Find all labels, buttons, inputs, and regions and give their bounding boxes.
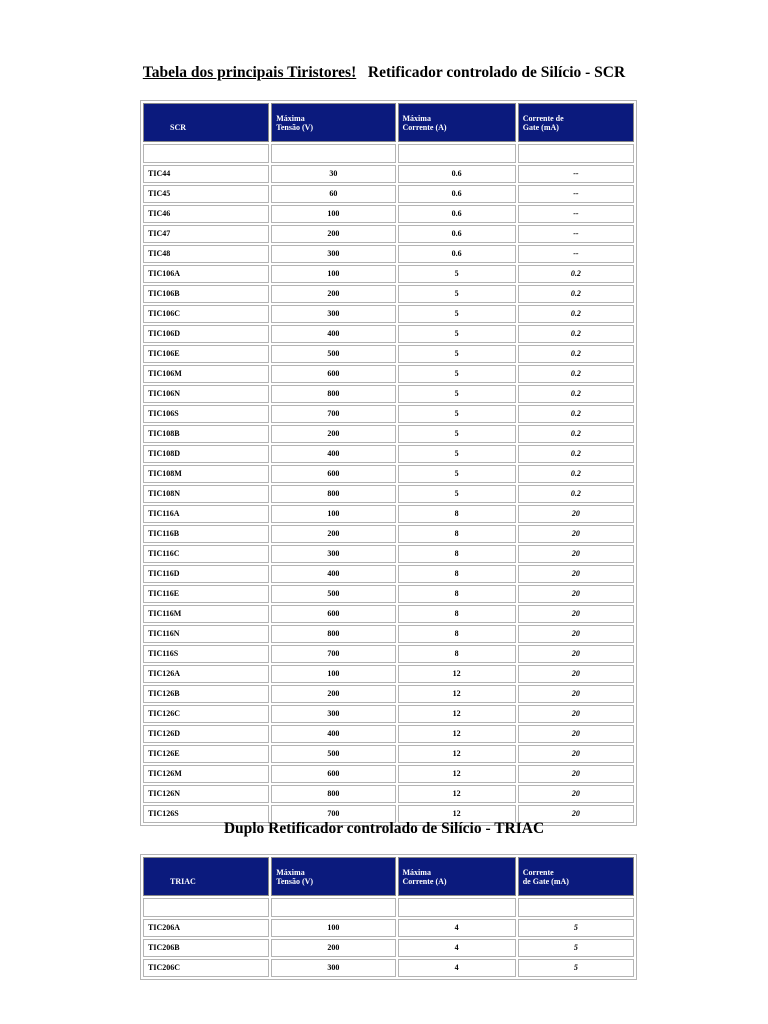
device-name-cell: TIC47 bbox=[143, 225, 269, 243]
max-current-cell: 4 bbox=[398, 939, 516, 957]
max-voltage-cell: 300 bbox=[271, 705, 395, 723]
max-current-cell: 5 bbox=[398, 385, 516, 403]
table-row bbox=[143, 645, 634, 663]
device-name-cell: TIC116B bbox=[143, 525, 269, 543]
page-subtitle: Retificador controlado de Silício - SCR bbox=[367, 64, 626, 81]
gate-current-cell: -- bbox=[518, 245, 634, 263]
table-row bbox=[143, 665, 634, 683]
table-row bbox=[143, 325, 634, 343]
gate-current-cell: 0.2 bbox=[518, 425, 634, 443]
max-current-cell: 4 bbox=[398, 959, 516, 977]
device-name-cell: TIC108D bbox=[143, 445, 269, 463]
gate-current-cell: 20 bbox=[518, 625, 634, 643]
gate-current-cell: 20 bbox=[518, 585, 634, 603]
blank-cell bbox=[271, 898, 395, 917]
max-voltage-cell: 500 bbox=[271, 585, 395, 603]
max-current-cell: 12 bbox=[398, 705, 516, 723]
device-name-cell: TIC108N bbox=[143, 485, 269, 503]
scr-header-voltage bbox=[271, 103, 395, 142]
max-voltage-cell: 200 bbox=[271, 225, 395, 243]
max-voltage-cell: 400 bbox=[271, 445, 395, 463]
gate-current-cell: 0.2 bbox=[518, 365, 634, 383]
max-voltage-cell: 700 bbox=[271, 405, 395, 423]
max-voltage-cell: 300 bbox=[271, 305, 395, 323]
max-voltage-cell: 600 bbox=[271, 365, 395, 383]
table-row bbox=[143, 365, 634, 383]
gate-current-cell: 0.2 bbox=[518, 485, 634, 503]
page-title-underlined: Tabela dos principais Tiristores! bbox=[142, 64, 357, 81]
table-row bbox=[143, 545, 634, 563]
max-voltage-cell: 100 bbox=[271, 205, 395, 223]
gate-current-cell: 0.2 bbox=[518, 405, 634, 423]
page-title bbox=[0, 64, 768, 82]
scr-header-current bbox=[398, 103, 516, 142]
max-current-cell: 5 bbox=[398, 405, 516, 423]
max-voltage-cell: 30 bbox=[271, 165, 395, 183]
table-row bbox=[143, 165, 634, 183]
gate-current-cell: 20 bbox=[518, 685, 634, 703]
max-voltage-cell: 200 bbox=[271, 285, 395, 303]
scr-header-text: SCR bbox=[170, 122, 187, 132]
table-row bbox=[143, 385, 634, 403]
device-name-cell: TIC106M bbox=[143, 365, 269, 383]
max-current-cell: 8 bbox=[398, 545, 516, 563]
table-row bbox=[143, 445, 634, 463]
table-row bbox=[143, 285, 634, 303]
device-name-cell: TIC116D bbox=[143, 565, 269, 583]
scr-header-text: Máxima bbox=[402, 113, 431, 123]
device-name-cell: TIC206A bbox=[143, 919, 269, 937]
triac-blank-row bbox=[143, 898, 634, 917]
gate-current-cell: 0.2 bbox=[518, 445, 634, 463]
gate-current-cell: -- bbox=[518, 205, 634, 223]
max-voltage-cell: 200 bbox=[271, 425, 395, 443]
max-voltage-cell: 800 bbox=[271, 625, 395, 643]
max-current-cell: 12 bbox=[398, 785, 516, 803]
max-current-cell: 5 bbox=[398, 365, 516, 383]
max-voltage-cell: 200 bbox=[271, 525, 395, 543]
max-voltage-cell: 100 bbox=[271, 665, 395, 683]
triac-header-text: Máxima bbox=[276, 867, 305, 877]
max-voltage-cell: 300 bbox=[271, 545, 395, 563]
blank-cell bbox=[143, 898, 269, 917]
table-row bbox=[143, 205, 634, 223]
device-name-cell: TIC45 bbox=[143, 185, 269, 203]
max-current-cell: 8 bbox=[398, 525, 516, 543]
gate-current-cell: 0.2 bbox=[518, 345, 634, 363]
blank-cell bbox=[518, 144, 634, 163]
gate-current-cell: 0.2 bbox=[518, 325, 634, 343]
device-name-cell: TIC126N bbox=[143, 785, 269, 803]
device-name-cell: TIC126C bbox=[143, 705, 269, 723]
scr-header-text: Tensão (V) bbox=[276, 122, 314, 132]
device-name-cell: TIC108M bbox=[143, 465, 269, 483]
max-voltage-cell: 200 bbox=[271, 939, 395, 957]
max-voltage-cell: 400 bbox=[271, 565, 395, 583]
triac-header-row bbox=[143, 857, 634, 896]
max-current-cell: 4 bbox=[398, 919, 516, 937]
table-row bbox=[143, 525, 634, 543]
gate-current-cell: 0.2 bbox=[518, 285, 634, 303]
gate-current-cell: 20 bbox=[518, 565, 634, 583]
gate-current-cell: 20 bbox=[518, 725, 634, 743]
device-name-cell: TIC116A bbox=[143, 505, 269, 523]
device-name-cell: TIC48 bbox=[143, 245, 269, 263]
max-voltage-cell: 400 bbox=[271, 725, 395, 743]
max-voltage-cell: 600 bbox=[271, 465, 395, 483]
table-row bbox=[143, 305, 634, 323]
device-name-cell: TIC106C bbox=[143, 305, 269, 323]
max-voltage-cell: 700 bbox=[271, 645, 395, 663]
max-current-cell: 0.6 bbox=[398, 245, 516, 263]
device-name-cell: TIC126D bbox=[143, 725, 269, 743]
max-current-cell: 5 bbox=[398, 305, 516, 323]
gate-current-cell: 0.2 bbox=[518, 305, 634, 323]
max-current-cell: 5 bbox=[398, 325, 516, 343]
triac-section-title: Duplo Retificador controlado de Silício - TRIAC bbox=[223, 820, 545, 837]
triac-table-body bbox=[143, 898, 634, 977]
max-current-cell: 8 bbox=[398, 565, 516, 583]
gate-current-cell: -- bbox=[518, 225, 634, 243]
table-row bbox=[143, 625, 634, 643]
device-name-cell: TIC106S bbox=[143, 405, 269, 423]
max-current-cell: 8 bbox=[398, 645, 516, 663]
max-current-cell: 5 bbox=[398, 285, 516, 303]
device-name-cell: TIC106A bbox=[143, 265, 269, 283]
gate-current-cell: 20 bbox=[518, 505, 634, 523]
device-name-cell: TIC126M bbox=[143, 765, 269, 783]
max-voltage-cell: 700 bbox=[271, 805, 395, 823]
triac-header-text: Corrente (A) bbox=[402, 876, 447, 886]
table-row bbox=[143, 765, 634, 783]
blank-cell bbox=[398, 898, 516, 917]
table-row bbox=[143, 185, 634, 203]
device-name-cell: TIC116M bbox=[143, 605, 269, 623]
scr-blank-row bbox=[143, 144, 634, 163]
gate-current-cell: 0.2 bbox=[518, 465, 634, 483]
table-row bbox=[143, 465, 634, 483]
gate-current-cell: 20 bbox=[518, 665, 634, 683]
device-name-cell: TIC116S bbox=[143, 645, 269, 663]
scr-header-gate bbox=[518, 103, 634, 142]
triac-header-text: Tensão (V) bbox=[276, 876, 314, 886]
gate-current-cell: -- bbox=[518, 185, 634, 203]
table-row bbox=[143, 745, 634, 763]
device-name-cell: TIC206B bbox=[143, 939, 269, 957]
gate-current-cell: 5 bbox=[518, 959, 634, 977]
gate-current-cell: 20 bbox=[518, 525, 634, 543]
triac-table bbox=[140, 854, 637, 980]
max-voltage-cell: 200 bbox=[271, 685, 395, 703]
gate-current-cell: 20 bbox=[518, 645, 634, 663]
scr-header-text: Corrente de bbox=[522, 113, 564, 123]
device-name-cell: TIC126E bbox=[143, 745, 269, 763]
max-current-cell: 12 bbox=[398, 685, 516, 703]
device-name-cell: TIC46 bbox=[143, 205, 269, 223]
max-current-cell: 8 bbox=[398, 625, 516, 643]
device-name-cell: TIC126S bbox=[143, 805, 269, 823]
device-name-cell: TIC106B bbox=[143, 285, 269, 303]
max-voltage-cell: 800 bbox=[271, 485, 395, 503]
max-voltage-cell: 60 bbox=[271, 185, 395, 203]
gate-current-cell: 20 bbox=[518, 745, 634, 763]
gate-current-cell: 20 bbox=[518, 705, 634, 723]
triac-header-text: Máxima bbox=[402, 867, 431, 877]
max-voltage-cell: 400 bbox=[271, 325, 395, 343]
max-voltage-cell: 800 bbox=[271, 385, 395, 403]
table-row bbox=[143, 485, 634, 503]
scr-table bbox=[140, 100, 637, 826]
max-voltage-cell: 800 bbox=[271, 785, 395, 803]
gate-current-cell: 5 bbox=[518, 919, 634, 937]
scr-header-type bbox=[143, 103, 269, 142]
device-name-cell: TIC44 bbox=[143, 165, 269, 183]
device-name-cell: TIC126A bbox=[143, 665, 269, 683]
max-voltage-cell: 300 bbox=[271, 959, 395, 977]
table-row bbox=[143, 565, 634, 583]
max-current-cell: 12 bbox=[398, 725, 516, 743]
table-row bbox=[143, 605, 634, 623]
blank-cell bbox=[143, 144, 269, 163]
device-name-cell: TIC106D bbox=[143, 325, 269, 343]
gate-current-cell: 20 bbox=[518, 605, 634, 623]
max-voltage-cell: 500 bbox=[271, 345, 395, 363]
table-row bbox=[143, 405, 634, 423]
table-row bbox=[143, 345, 634, 363]
table-row bbox=[143, 939, 634, 957]
scr-header-text: Gate (mA) bbox=[522, 122, 559, 132]
gate-current-cell: -- bbox=[518, 165, 634, 183]
max-current-cell: 8 bbox=[398, 585, 516, 603]
gate-current-cell: 0.2 bbox=[518, 265, 634, 283]
scr-header-row bbox=[143, 103, 634, 142]
device-name-cell: TIC116E bbox=[143, 585, 269, 603]
device-name-cell: TIC126B bbox=[143, 685, 269, 703]
max-voltage-cell: 100 bbox=[271, 265, 395, 283]
table-row bbox=[143, 585, 634, 603]
gate-current-cell: 5 bbox=[518, 939, 634, 957]
max-voltage-cell: 600 bbox=[271, 605, 395, 623]
scr-header-text: Máxima bbox=[276, 113, 305, 123]
gate-current-cell: 20 bbox=[518, 805, 634, 823]
blank-cell bbox=[398, 144, 516, 163]
triac-header-text: Corrente bbox=[522, 867, 554, 877]
scr-table-body bbox=[143, 144, 634, 823]
table-row bbox=[143, 265, 634, 283]
max-voltage-cell: 100 bbox=[271, 919, 395, 937]
table-row bbox=[143, 919, 634, 937]
table-row bbox=[143, 225, 634, 243]
max-current-cell: 5 bbox=[398, 345, 516, 363]
max-current-cell: 5 bbox=[398, 265, 516, 283]
max-current-cell: 5 bbox=[398, 425, 516, 443]
table-row bbox=[143, 959, 634, 977]
gate-current-cell: 20 bbox=[518, 785, 634, 803]
max-current-cell: 12 bbox=[398, 765, 516, 783]
device-name-cell: TIC106N bbox=[143, 385, 269, 403]
triac-header-voltage bbox=[271, 857, 395, 896]
max-current-cell: 0.6 bbox=[398, 185, 516, 203]
blank-cell bbox=[518, 898, 634, 917]
table-row bbox=[143, 425, 634, 443]
max-voltage-cell: 500 bbox=[271, 745, 395, 763]
max-current-cell: 8 bbox=[398, 605, 516, 623]
table-row bbox=[143, 785, 634, 803]
device-name-cell: TIC108B bbox=[143, 425, 269, 443]
device-name-cell: TIC116N bbox=[143, 625, 269, 643]
gate-current-cell: 20 bbox=[518, 545, 634, 563]
device-name-cell: TIC206C bbox=[143, 959, 269, 977]
max-voltage-cell: 600 bbox=[271, 765, 395, 783]
max-current-cell: 5 bbox=[398, 465, 516, 483]
max-current-cell: 0.6 bbox=[398, 225, 516, 243]
gate-current-cell: 20 bbox=[518, 765, 634, 783]
max-current-cell: 0.6 bbox=[398, 165, 516, 183]
table-row bbox=[143, 725, 634, 743]
max-current-cell: 12 bbox=[398, 745, 516, 763]
max-current-cell: 8 bbox=[398, 505, 516, 523]
table-row bbox=[143, 505, 634, 523]
triac-header-current bbox=[398, 857, 516, 896]
max-current-cell: 12 bbox=[398, 805, 516, 823]
table-row bbox=[143, 705, 634, 723]
triac-header-text: de Gate (mA) bbox=[522, 876, 569, 886]
max-voltage-cell: 100 bbox=[271, 505, 395, 523]
scr-header-text: Corrente (A) bbox=[402, 122, 447, 132]
max-voltage-cell: 300 bbox=[271, 245, 395, 263]
device-name-cell: TIC106E bbox=[143, 345, 269, 363]
table-row bbox=[143, 245, 634, 263]
triac-header-type bbox=[143, 857, 269, 896]
max-current-cell: 5 bbox=[398, 445, 516, 463]
blank-cell bbox=[271, 144, 395, 163]
triac-header-text: TRIAC bbox=[170, 876, 196, 886]
device-name-cell: TIC116C bbox=[143, 545, 269, 563]
max-current-cell: 5 bbox=[398, 485, 516, 503]
triac-header-gate bbox=[518, 857, 634, 896]
max-current-cell: 12 bbox=[398, 665, 516, 683]
gate-current-cell: 0.2 bbox=[518, 385, 634, 403]
table-row bbox=[143, 685, 634, 703]
max-current-cell: 0.6 bbox=[398, 205, 516, 223]
